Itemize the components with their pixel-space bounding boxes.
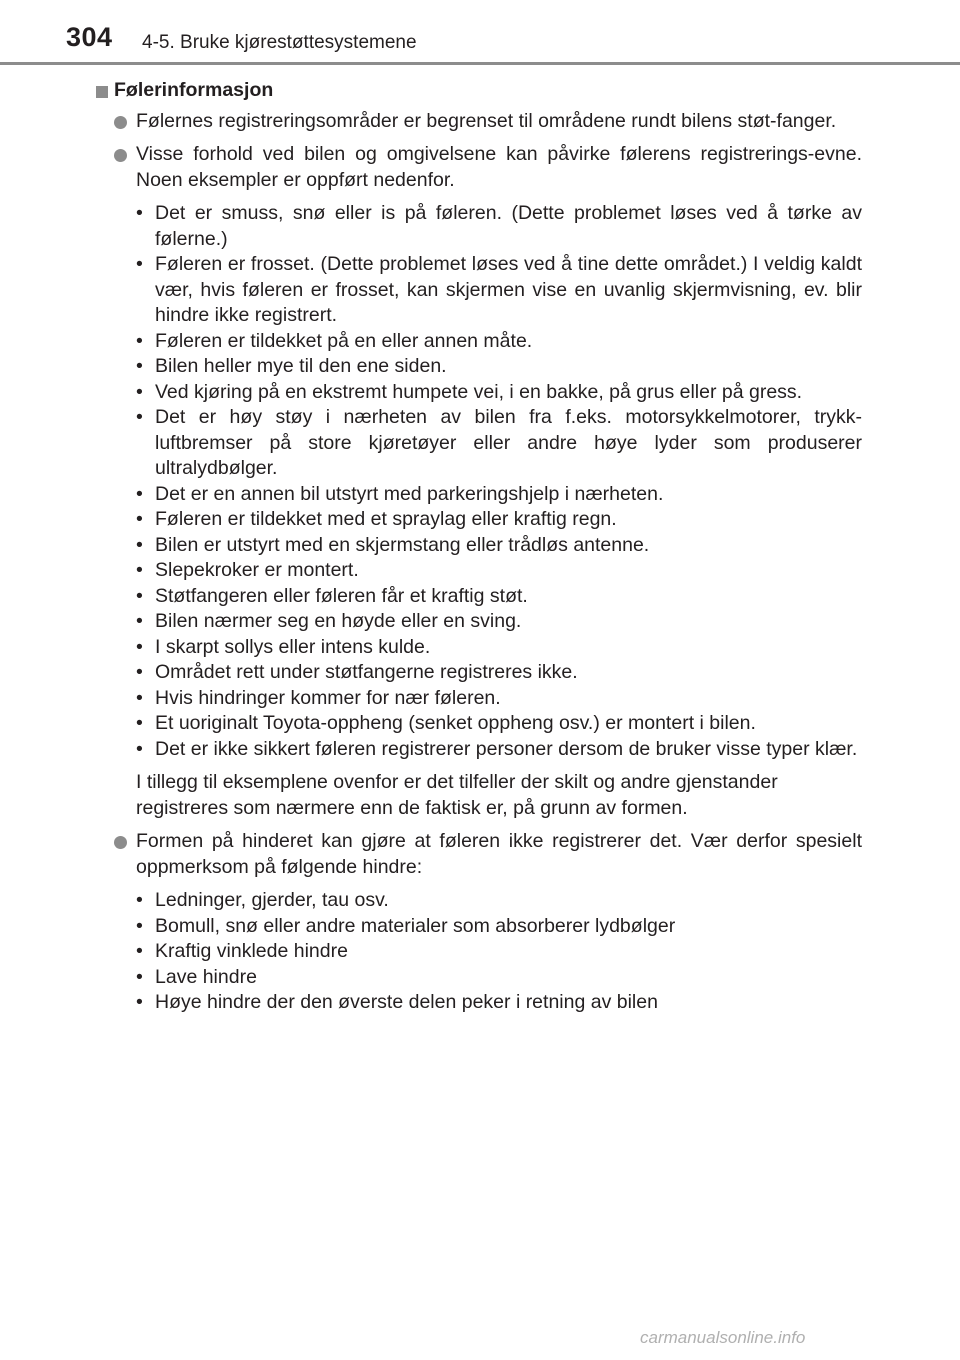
subsection-heading <box>96 78 862 104</box>
list-item: • Føleren er tildekket med et spraylag eller kraftig regn. <box>136 508 617 530</box>
circle-bullet-icon <box>114 836 127 849</box>
page-content <box>96 78 862 1024</box>
list-item: • Det er ikke sikkert føleren registrerer personer dersom de bruker visse typer klær. <box>136 737 858 760</box>
list-item: • Det er smuss, snø eller is på føleren. (Dette problemet løses ved å tørke av følerne.) <box>136 202 862 250</box>
list-item: • Området rett under støtfangerne registreres ikke. <box>136 661 578 683</box>
info-bullet-text: Visse forhold ved bilen og omgivelsene kan påvirke følerens registrerings-evne. Noen eksempler er oppført nedenfor. <box>136 143 862 191</box>
note-paragraph: I tillegg til eksemplene ovenfor er det tilfeller der skilt og andre gjenstander registreres som nærmere enn de faktisk er, på grunn av formen. <box>136 771 778 819</box>
info-bullet-text: Følernes registreringsområder er begrenset til områdene rundt bilens støt-fanger. <box>136 109 837 132</box>
list-item: • Bilen er utstyrt med en skjermstang eller trådløs antenne. <box>136 533 650 556</box>
list-item: • Bomull, snø eller andre materialer som absorberer lydbølger <box>136 914 676 937</box>
page-number: 304 <box>66 22 113 52</box>
list-item: • Hvis hindringer kommer for nær føleren. <box>136 686 501 709</box>
info-bullet <box>96 109 862 135</box>
list-item: • Kraftig vinklede hindre <box>136 940 348 962</box>
obstacles-list <box>96 888 862 1016</box>
info-bullet-text: Formen på hinderet kan gjøre at føleren ikke registrerer det. Vær derfor spesielt oppmerksom på følgende hindre: <box>136 830 862 878</box>
section-title: 4-5. Bruke kjørestøttesystemene <box>142 32 417 53</box>
list-item: • Ledninger, gjerder, tau osv. <box>136 889 389 911</box>
list-item: • Lave hindre <box>136 965 257 988</box>
list-item: • Høye hindre der den øverste delen peker i retning av bilen <box>136 991 658 1013</box>
list-item: • Føleren er tildekket på en eller annen måte. <box>136 329 533 352</box>
circle-bullet-icon <box>114 149 127 162</box>
list-item: • Støtfangeren eller føleren får et kraftig støt. <box>136 584 528 607</box>
info-bullet <box>96 829 862 880</box>
conditions-list <box>96 201 862 762</box>
list-item: • Det er høy støy i nærheten av bilen fra f.eks. motorsykkelmotorer, trykk-luftbremser på store kjøretøyer eller andre høye lyder som produserer ultralydbølger. <box>136 406 862 479</box>
list-item: • Slepekroker er montert. <box>136 559 359 581</box>
watermark: carmanualsonline.info <box>640 1328 806 1347</box>
subsection-heading-text: Følerinformasjon <box>114 79 274 101</box>
list-item: • Føleren er frosset. (Dette problemet løses ved å tine dette området.) I veldig kaldt vær, hvis føleren er frosset, kan skjermen vise en uvanlig skjermvisning, ev. blir hindre ikke registrert. <box>136 253 862 326</box>
list-item: • Det er en annen bil utstyrt med parkeringshjelp i nærheten. <box>136 482 664 505</box>
list-item: • Ved kjøring på en ekstremt humpete vei, i en bakke, på grus eller på gress. <box>136 380 803 403</box>
info-bullet <box>96 142 862 193</box>
square-bullet-icon <box>96 86 108 98</box>
list-item: • I skarpt sollys eller intens kulde. <box>136 635 431 658</box>
list-item: • Bilen nærmer seg en høyde eller en sving. <box>136 610 522 632</box>
list-item: • Et uoriginalt Toyota-oppheng (senket oppheng osv.) er montert i bilen. <box>136 712 756 734</box>
circle-bullet-icon <box>114 116 127 129</box>
header-rule <box>0 62 960 65</box>
page-header <box>0 0 960 53</box>
list-item: • Bilen heller mye til den ene siden. <box>136 355 447 377</box>
